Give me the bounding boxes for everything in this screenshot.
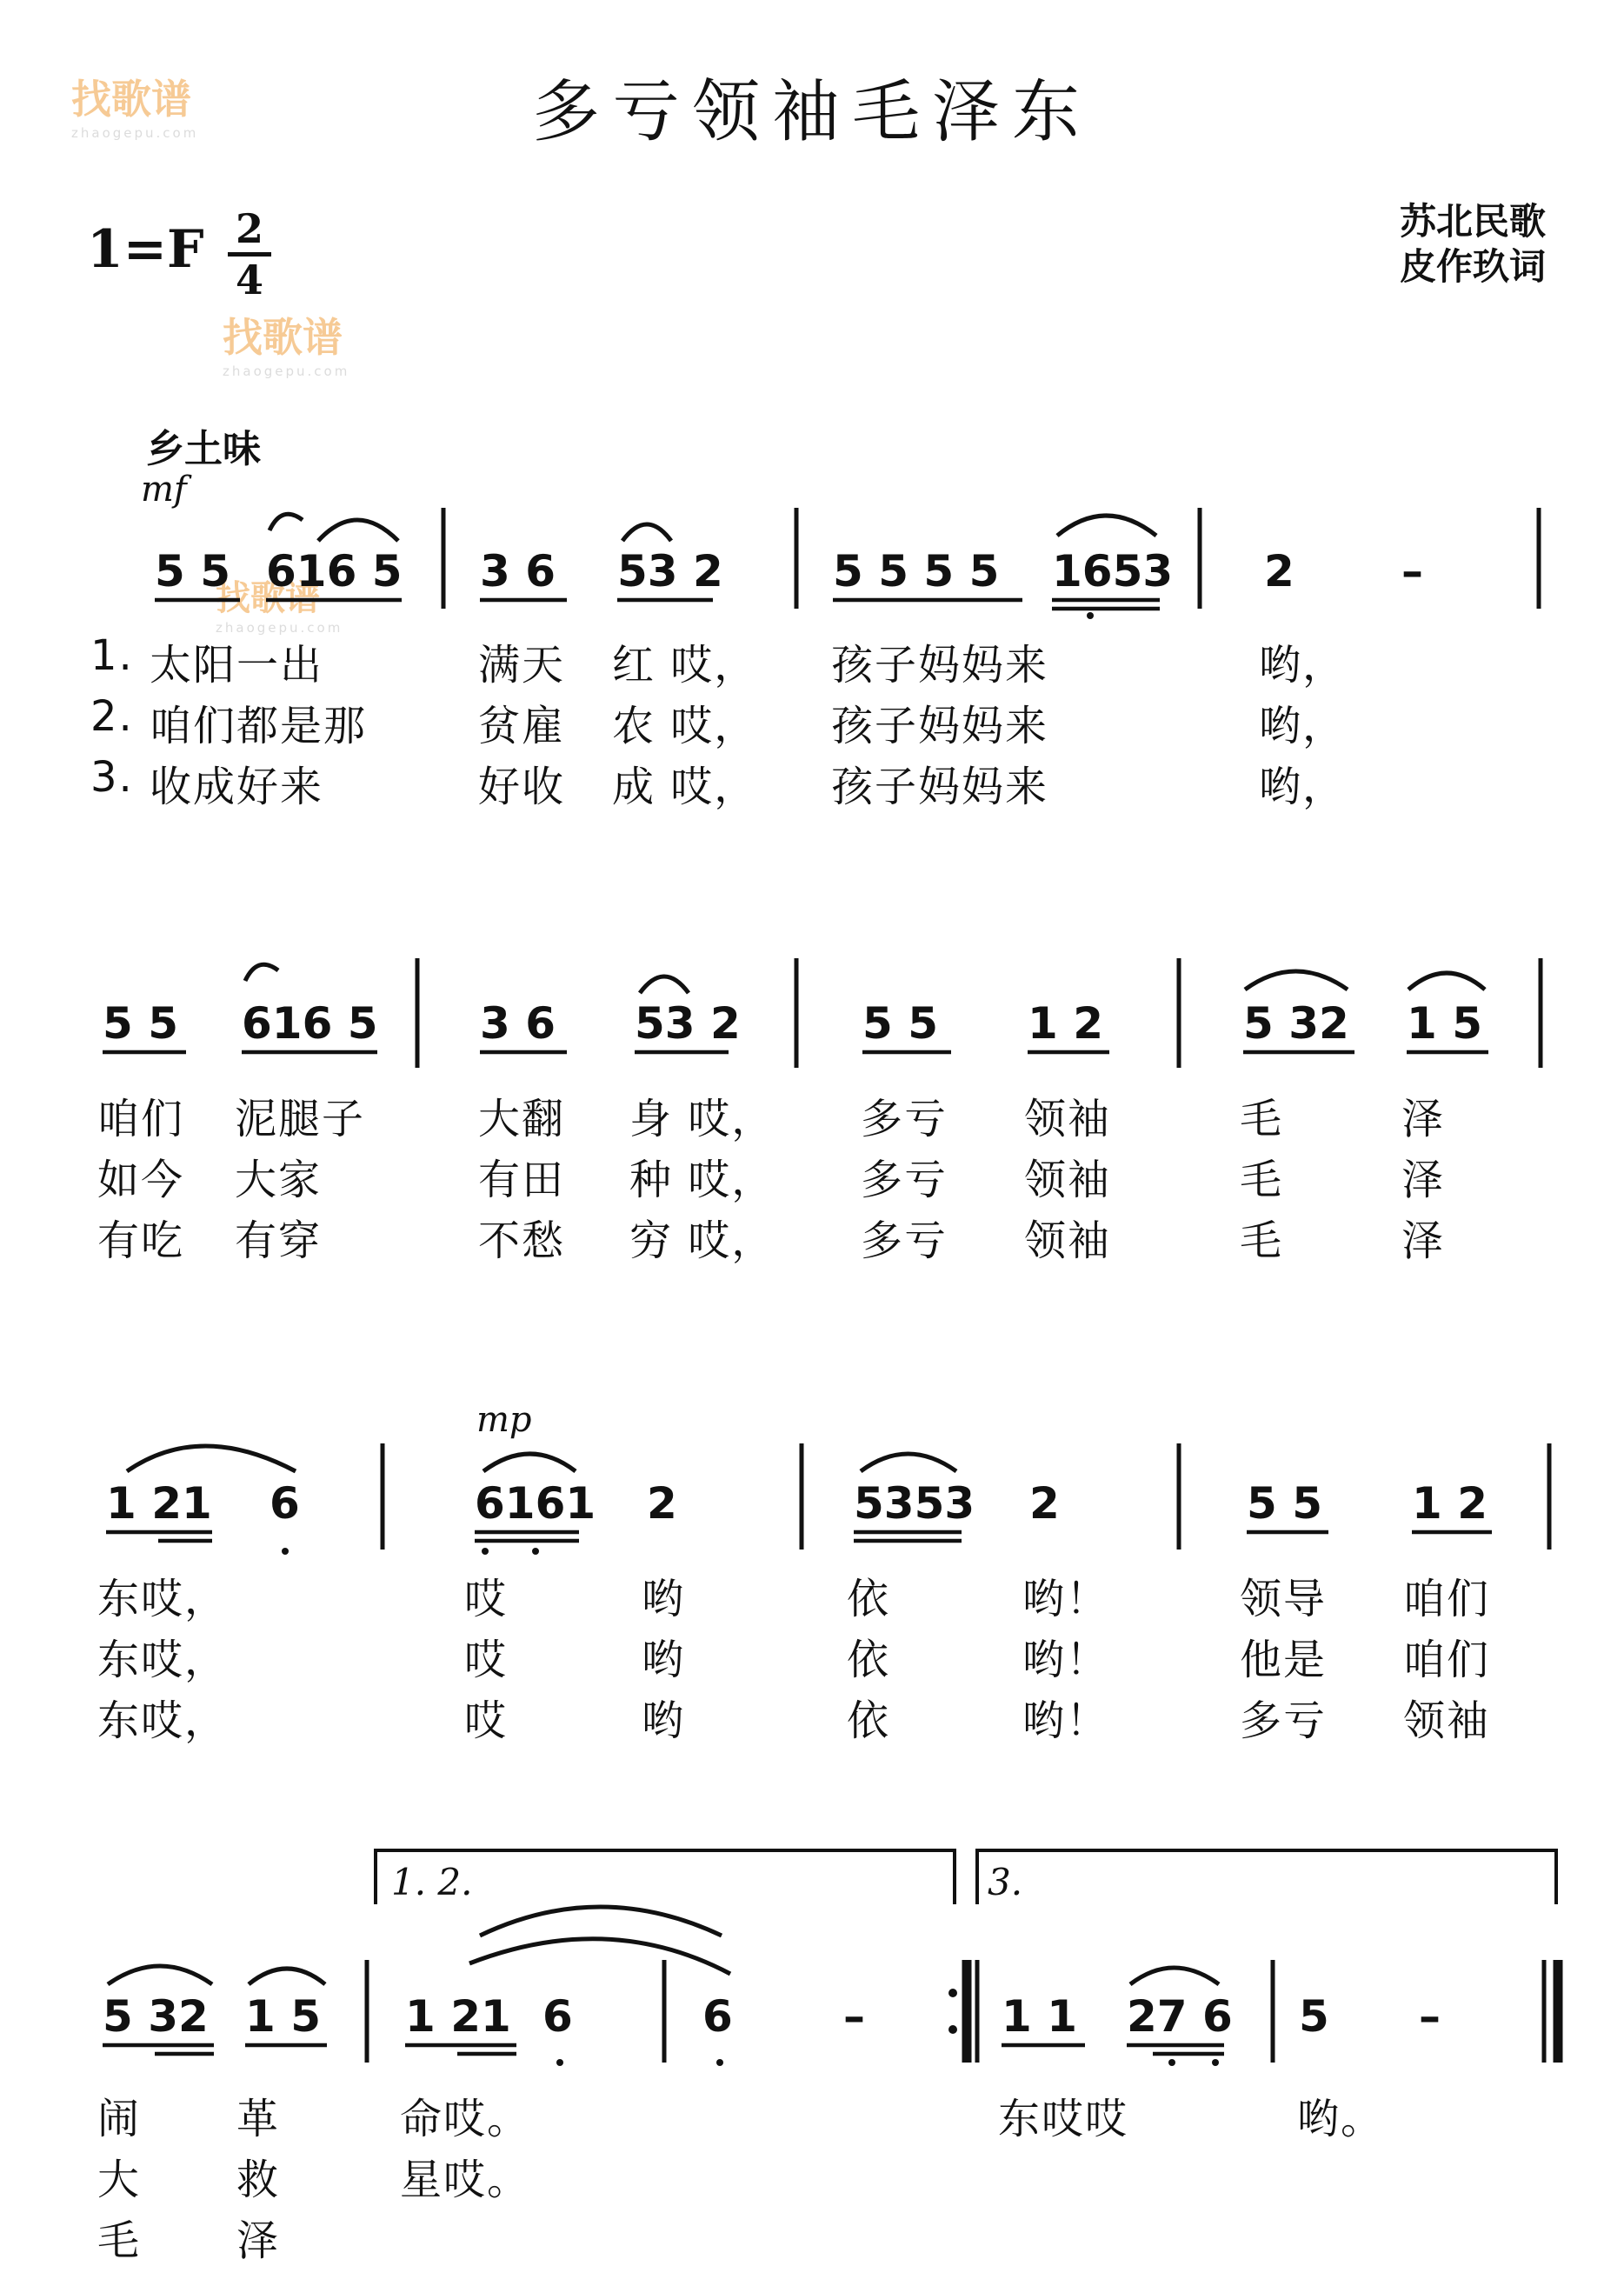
lyric-text: 泥腿子 <box>235 1095 366 1143</box>
note-group: 616 5 <box>266 546 403 596</box>
song-title: 多亏领袖毛泽东 <box>531 73 1092 151</box>
lyric-text: 身 哎， <box>629 1095 775 1143</box>
lyric-text: 毛 <box>97 2216 142 2265</box>
time-signature-top: 2 <box>235 205 263 252</box>
lyric-text: 毛 <box>1240 1156 1284 1204</box>
note-group: – <box>1419 1991 1441 2042</box>
note-group: 27 6 <box>1127 1991 1233 2042</box>
lyric-text: 孩子妈妈来 <box>831 763 1049 811</box>
note-group: 5 <box>1299 1991 1329 2042</box>
lyric-text: 东哎， <box>97 1636 229 1684</box>
lower-octave-dot <box>716 2059 723 2066</box>
key-signature: 1=F <box>87 219 204 280</box>
note-group: 1 2 <box>1412 1478 1488 1529</box>
lyric-text: 哟 <box>642 1636 686 1684</box>
lyric-text: 大 <box>97 2156 142 2204</box>
credit-lyricist: 皮作玖词 <box>1399 245 1546 288</box>
watermark-domain: zhaogepu.com <box>71 125 199 141</box>
note-group: 3 6 <box>480 998 556 1049</box>
lyric-text: 哎 <box>464 1696 509 1745</box>
lyric-text: 多亏 <box>861 1095 948 1143</box>
lyric-text: 有田 <box>478 1156 566 1204</box>
watermark-brand: 找歌谱 <box>71 76 191 123</box>
tempo-marking: 乡土味 <box>146 427 261 471</box>
lyric-text: 多亏 <box>861 1216 948 1265</box>
lower-octave-dot <box>556 2059 563 2066</box>
lyric-text: 革 <box>236 2095 281 2143</box>
lyric-text: 多亏 <box>861 1156 948 1204</box>
lyric-text: 穷 哎， <box>629 1216 775 1265</box>
lyric-text: 大翻 <box>478 1095 566 1143</box>
lyric-text: 哟！ <box>1022 1575 1110 1623</box>
watermark-brand-3: 找歌谱 <box>216 578 320 618</box>
slur <box>127 1446 296 1471</box>
lower-octave-dot <box>1168 2059 1175 2066</box>
repeat-dot <box>948 2025 957 2034</box>
lyric-text: 哟 <box>642 1575 686 1623</box>
lyric-text: 星哎。 <box>400 2156 531 2204</box>
slur <box>640 976 689 993</box>
lyric-text: 哟， <box>1259 763 1347 811</box>
verse-number: 1. <box>90 631 134 680</box>
slur <box>108 1966 212 1984</box>
note-group: 5 32 <box>103 1991 209 2042</box>
lower-octave-dot <box>282 1548 289 1555</box>
lyric-text: 咱们 <box>1403 1636 1491 1684</box>
time-signature-bottom: 4 <box>235 257 263 303</box>
volta-bracket-1-2 <box>376 1850 955 1904</box>
lyric-text: 种 哎， <box>629 1156 775 1204</box>
note-group: 3 6 <box>480 546 556 596</box>
lyric-text: 农 哎， <box>612 702 758 750</box>
note-group: 1 21 <box>106 1478 212 1529</box>
lyric-text: 东哎， <box>97 1696 229 1745</box>
lyric-text: 多亏 <box>1240 1696 1328 1745</box>
lyric-text: 不愁 <box>478 1216 566 1265</box>
note-group: 6 <box>270 1478 300 1529</box>
dynamic-mf: mf <box>141 470 187 510</box>
lyric-text: 哟。 <box>1297 2095 1385 2143</box>
lyric-text: 哟， <box>1259 702 1347 750</box>
note-group: 5 5 <box>155 546 230 596</box>
verse-number: 2. <box>90 692 134 741</box>
note-group: 2 <box>1264 546 1295 596</box>
lyric-text: 领导 <box>1240 1575 1328 1623</box>
slur <box>480 1907 722 1936</box>
lyric-text: 毛 <box>1240 1095 1284 1143</box>
lyric-text: 依 <box>847 1696 891 1745</box>
lyric-text: 闹 <box>97 2095 142 2143</box>
lyric-text: 领袖 <box>1024 1156 1112 1204</box>
slur <box>1130 1968 1219 1984</box>
volta-1-2-label: 1. 2. <box>391 1861 473 1903</box>
note-group: 5 5 <box>862 998 938 1049</box>
lyric-text: 咱们 <box>97 1095 185 1143</box>
note-group: 1 5 <box>1407 998 1482 1049</box>
note-group: – <box>1401 546 1423 596</box>
lyric-text: 泽 <box>1401 1095 1446 1143</box>
note-group: 2 <box>1029 1478 1060 1529</box>
lyric-text: 哟， <box>1259 641 1347 690</box>
lyric-text: 咱们都是那 <box>150 702 368 750</box>
lyric-text: 有吃 <box>97 1216 185 1265</box>
lyric-text: 领袖 <box>1024 1216 1112 1265</box>
lyric-text: 哟 <box>642 1696 686 1745</box>
lyric-text: 咱们 <box>1403 1575 1491 1623</box>
note-group: 6 <box>702 1991 733 2042</box>
lyric-text: 依 <box>847 1575 891 1623</box>
lyric-text: 有穿 <box>235 1216 323 1265</box>
note-group: 53 2 <box>617 546 723 596</box>
volta-3-label: 3. <box>988 1861 1023 1903</box>
lyric-text: 泽 <box>1401 1216 1446 1265</box>
lyric-text: 毛 <box>1240 1216 1284 1265</box>
note-group: 5 5 5 5 <box>833 546 1000 596</box>
slur <box>318 520 398 541</box>
note-group: 5 32 <box>1243 998 1349 1049</box>
verse-number: 3. <box>90 753 134 802</box>
dynamic-mp: mp <box>476 1400 532 1440</box>
lyric-text: 太阳一出 <box>150 641 324 690</box>
lower-octave-dot <box>482 1548 489 1555</box>
volta-bracket-3 <box>977 1850 1556 1904</box>
lyric-text: 收成好来 <box>150 763 324 811</box>
note-group: 1 21 <box>405 1991 511 2042</box>
lower-octave-dot <box>1212 2059 1219 2066</box>
lyric-text: 他是 <box>1240 1636 1328 1684</box>
watermark-brand-2: 找歌谱 <box>223 314 343 361</box>
note-group: 5 5 <box>103 998 178 1049</box>
lyric-text: 哟！ <box>1022 1696 1110 1745</box>
slur <box>249 1969 325 1984</box>
lyric-text: 如今 <box>97 1156 185 1204</box>
turn-ornament <box>245 964 278 981</box>
lyric-text: 贫雇 <box>478 702 566 750</box>
note-group: 2 <box>647 1478 677 1529</box>
note-group: 1 5 <box>245 1991 321 2042</box>
lyric-text: 依 <box>847 1636 891 1684</box>
note-group: 6161 <box>475 1478 596 1529</box>
lyric-text: 好收 <box>478 763 566 811</box>
lyric-text: 救 <box>236 2156 281 2204</box>
note-group: 1653 <box>1052 546 1174 596</box>
lyric-text: 哎 <box>464 1575 509 1623</box>
credit-origin: 苏北民歌 <box>1399 200 1546 243</box>
lyric-text: 领袖 <box>1024 1095 1112 1143</box>
lyric-text: 东哎哎 <box>998 2095 1129 2143</box>
lower-octave-dot <box>1087 612 1094 619</box>
slur <box>483 1454 576 1471</box>
note-group: 616 5 <box>242 998 378 1049</box>
lyric-text: 命哎。 <box>400 2095 531 2143</box>
lyric-text: 红 哎， <box>612 641 758 690</box>
lyric-text: 大家 <box>235 1156 323 1204</box>
lyric-text: 成 哎， <box>612 763 758 811</box>
note-group: 1 1 <box>1002 1991 1077 2042</box>
lyric-text: 满天 <box>478 641 566 690</box>
note-group: 6 <box>542 1991 573 2042</box>
lyric-text: 泽 <box>236 2216 281 2265</box>
slur <box>1245 971 1348 990</box>
lyric-text: 哟！ <box>1022 1636 1110 1684</box>
note-group: 53 2 <box>635 998 741 1049</box>
note-group: 1 2 <box>1028 998 1103 1049</box>
slur <box>861 1454 956 1471</box>
lyric-text: 领袖 <box>1403 1696 1491 1745</box>
slur <box>469 1939 730 1974</box>
turn-ornament <box>270 514 303 530</box>
watermark-domain-3: zhaogepu.com <box>216 620 343 636</box>
note-group: 5 5 <box>1247 1478 1322 1529</box>
repeat-dot <box>948 1989 957 1997</box>
lower-octave-dot <box>532 1548 539 1555</box>
lyric-text: 泽 <box>1401 1156 1446 1204</box>
slur <box>622 524 671 541</box>
note-group: 5353 <box>854 1478 975 1529</box>
lyric-text: 孩子妈妈来 <box>831 641 1049 690</box>
lyric-text: 东哎， <box>97 1575 229 1623</box>
slur <box>1408 973 1485 990</box>
lyric-text: 哎 <box>464 1636 509 1684</box>
slur <box>1057 516 1156 536</box>
lyric-text: 孩子妈妈来 <box>831 702 1049 750</box>
note-group: – <box>843 1991 865 2042</box>
watermark-domain-2: zhaogepu.com <box>223 363 350 379</box>
